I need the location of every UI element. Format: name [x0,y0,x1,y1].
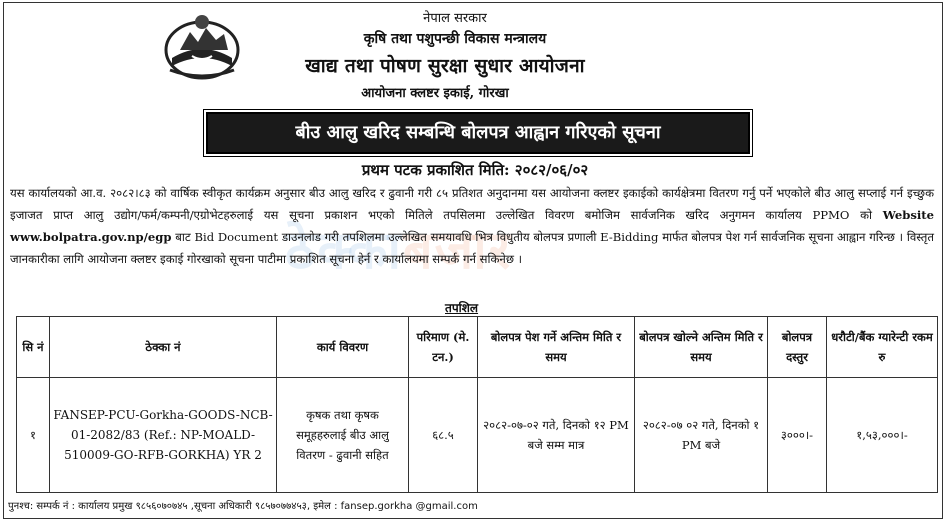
project-name: खाद्य तथा पोषण सुरक्षा सुधार आयोजना [305,55,585,77]
col-serial: सि नं [17,317,50,378]
col-opening-date: बोलपत्र खोल्ने अन्तिम मिति र समय [635,317,768,378]
notice-title-banner: बीउ आलु खरिद सम्बन्धि बोलपत्र आह्वान गरिएको सूचना [206,112,750,154]
bid-details-table [16,316,938,493]
cell-work-description: कृषक तथा कृषक समूहहरुलाई बीउ आलु वितरण - ढुवानी सहित [277,378,409,493]
government-name: नेपाल सरकार [423,11,487,26]
col-quantity: परिमाण (मे. टन.) [409,317,478,378]
body-part2: बाट Bid Document डाउनलोड गरी तपशिलमा उल्लेखित समयावधि भित्र विधुतीय बोलपत्र प्रणाली E-Bidding मार्फत बोलपत्र पेश गर्न सार्वजनिक सूचना आह्वान गरिन्छ । विस्तृत जानकारीका लागि आयोजना क्लष्टर इकाई गोरखाको सूचना पाटीमा प्रकाशित सूचना हेर्न र कार्यालयमा सम्पर्क गर्न सकिनेछ । [10,230,934,266]
publication-date: प्रथम पटक प्रकाशित मिति: २०८२/०६/०२ [361,161,589,179]
col-contract-no: ठेक्का नं [50,317,277,378]
website-link[interactable]: Website www.bolpatra.gov.np/egp [10,208,934,244]
col-submission-deadline: बोलपत्र पेश गर्ने अन्तिम मिति र समय [478,317,635,378]
body-part1: यस कार्यालयको आ.व. २०८२।८३ को वार्षिक स्वीकृत कार्यक्रम अनुसार बीउ आलु खरिद र ढुवानी गरी ८५ प्रतिशत अनुदानमा यस आयोजना क्लष्टर इकाईको कार्यक्षेत्रमा वितरण गर्नु पर्ने भएकोले बीउ आलु सप्लाई गर्न इच्छुक इजाजत प्राप्त आलु उद्योग/फर्म/कम्पनी/एग्रोभेटहरुलाई यस सूचना प्रकाशन भएको मितिले तपसिलमा उल्लेखित विवरण बमोजिम सार्वजनिक खरिद अनुगमन कार्यालय PPMO को [10,186,934,222]
contact-footer: पुनश्च: सम्पर्क नं : कार्यालय प्रमुख ९८५६०७०७४५ ,सूचना अधिकारी ९८५७०७७४५३, इमेल : fansep.gorkha @gmail.com [8,501,478,512]
cell-quantity: ६८.५ [409,378,478,493]
table-row [17,378,938,493]
notice-body [10,182,934,270]
watermark-part2: बजार [402,221,512,281]
table-header-row [17,317,938,378]
col-bid-fee: बोलपत्र दस्तुर [768,317,827,378]
col-guarantee-amount: धरौटी/बैंक ग्यारेन्टी रकम रु [827,317,938,378]
cell-guarantee-amount: १,५३,०००।- [827,378,938,493]
watermark-part1: ठेक्का [285,221,403,281]
col-work-description: कार्य विवरण [277,317,409,378]
office-name: आयोजना क्लष्टर इकाई, गोरखा [361,86,509,101]
cell-serial: १ [17,378,50,493]
cell-opening-date: २०८२-०७ ०२ गते, दिनको १ PM बजे [635,378,768,493]
cell-bid-fee: ३०००।- [768,378,827,493]
ministry-name: कृषि तथा पशुपन्छी विकास मन्त्रालय [363,31,547,47]
cell-contract-no: FANSEP-PCU-Gorkha-GOODS-NCB-01-2082/83 (Ref.: NP-MOALD-510009-GO-RFB-GORKHA) YR 2 [50,378,277,493]
cell-submission-deadline: २०८२-०७-०२ गते, दिनको १२ PM बजे सम्म मात्र [478,378,635,493]
table-title: तपशिल [445,301,479,315]
